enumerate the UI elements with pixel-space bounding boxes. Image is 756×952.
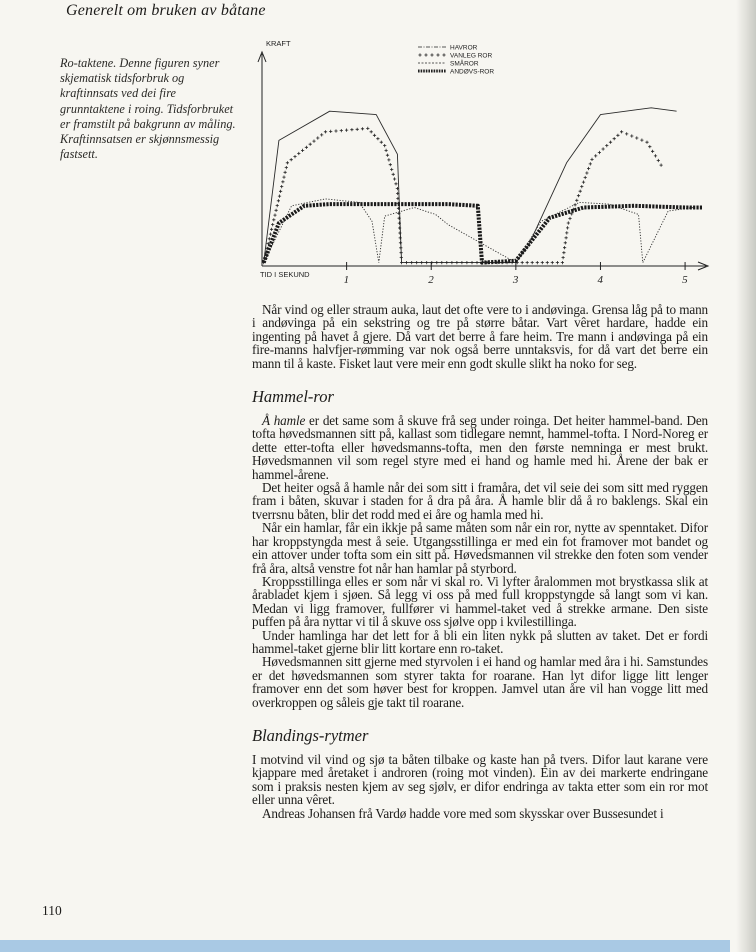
- series-marker: [580, 185, 583, 188]
- series-marker: [383, 144, 386, 147]
- x-tick-label: 1: [343, 274, 350, 286]
- legend-plus-mark: [424, 53, 427, 56]
- series-marker: [582, 181, 585, 184]
- series-marker: [345, 129, 348, 132]
- series-marker: [277, 199, 280, 202]
- series-marker: [278, 195, 281, 198]
- series-marker: [356, 128, 359, 131]
- series-marker: [275, 209, 278, 212]
- series-marker: [279, 190, 282, 193]
- series-marker: [605, 144, 608, 147]
- series-marker: [361, 127, 364, 130]
- rowing-rhythm-chart: [250, 34, 720, 294]
- series-marker: [273, 214, 276, 217]
- series-marker: [392, 173, 395, 176]
- chart-svg: [250, 34, 720, 294]
- series-line-vanleg-ror: [262, 127, 663, 264]
- series-marker: [625, 132, 628, 135]
- series-marker: [276, 204, 279, 207]
- series-marker: [286, 161, 289, 164]
- x-tick-label: 3: [512, 274, 519, 286]
- series-marker: [561, 261, 564, 264]
- series-marker: [324, 130, 327, 133]
- paragraph: Det heiter også å hamle når dei som sitt i framåra, det vil seie dei som sitt med ryggen fram i båten, skuvar i staden for å dra på åra. Å hamle blir då å ro baklengs. Skal ein tverrsnu båten, blir det rodd med ei åre og hamla med hi.: [252, 480, 708, 522]
- series-marker: [635, 136, 638, 139]
- term-a-hamle: Å hamle: [262, 413, 306, 429]
- paragraph-text: er det same som å skuve frå seg under roinga. Det heiter hammel-band. Den tofta høvedsmannen sitt på, kallast som tidlegare nemnt, hammel-tofta. I Nord-Noreg er dette etter-tofta eller høvedsmanns-tofta, men den første nemninga er mest brukt. Høvedsmannen vil som regel styre med ei hand og hamle med hi. Årene der bak er hammel-årene.: [252, 413, 708, 482]
- series-marker: [389, 163, 392, 166]
- series-marker: [268, 237, 271, 240]
- series-marker: [399, 246, 402, 249]
- paragraph: Når ein hamlar, får ein ikkje på same måten som når ein ror, nytte av spenntaket. Difor har kroppstyngda mest å seie. Utgangsstillinga er med ein fot framover mot bandet og ein attover under tofta som ein sitt på. Høvedsmannen vil strekke den foten som vender frå åra, altså venstre fot når han hamlar på styrbord.: [252, 520, 708, 576]
- series-marker: [281, 180, 284, 183]
- legend-label-havror: HAVROR: [450, 44, 478, 52]
- x-tick-label: 5: [682, 274, 688, 286]
- paragraph: I motvind vil vind og sjø ta båten tilbake og kaste han på tvers. Difor laut karane vere kjappare med åretaket i androren (roing mot vinden). Ein av dei markerte endringane som i praksis nesten kjem av seg sjølv, er difor endringa av takta etter som ein ror mot eller unna vêret.: [252, 751, 708, 808]
- series-marker: [297, 152, 300, 155]
- series-marker: [470, 261, 473, 264]
- paragraph: [252, 414, 708, 481]
- series-marker: [551, 261, 554, 264]
- x-tick-label: 4: [597, 274, 603, 286]
- figure-caption: Ro-taktene. Denne figuren syner skjematisk tidsforbruk og kraftinnsats ved dei fire grunntaktene i roing. Tidsforbruket er framstilt på bakgrunn av måling. Kraftinnsatsen er skjønnsmessig fastsett.: [60, 56, 236, 162]
- series-marker: [645, 141, 648, 144]
- series-marker: [654, 154, 657, 157]
- series-marker: [373, 134, 376, 137]
- series-marker: [541, 261, 544, 264]
- series-marker: [329, 130, 332, 133]
- series-marker: [420, 261, 423, 264]
- series-marker: [305, 146, 308, 149]
- series-marker: [562, 256, 565, 259]
- series-marker: [450, 261, 453, 264]
- legend-plus-mark: [430, 53, 433, 56]
- series-line-and-vs-ror: [264, 204, 702, 263]
- section-heading-blandings-rytmer: Blandings-rytmer: [252, 725, 369, 745]
- series-marker: [651, 150, 654, 153]
- section-heading-hammel-ror: Hammel-ror: [252, 387, 334, 407]
- series-marker: [616, 134, 619, 137]
- series-marker: [376, 137, 379, 140]
- series-marker: [385, 149, 388, 152]
- series-marker: [594, 154, 597, 157]
- series-marker: [640, 139, 643, 142]
- series-marker: [465, 261, 468, 264]
- series-marker: [285, 166, 288, 169]
- running-head: Generelt om bruken av båtane: [66, 2, 266, 19]
- series-marker: [320, 133, 323, 136]
- series-marker: [350, 128, 353, 131]
- series-marker: [455, 261, 458, 264]
- series-marker: [340, 129, 343, 132]
- legend-marker-vanleg-ror: [418, 53, 445, 56]
- series-marker: [366, 127, 369, 130]
- series-group: [262, 108, 702, 264]
- series-marker: [590, 158, 593, 161]
- series-marker: [562, 251, 565, 254]
- series-marker: [425, 261, 428, 264]
- series-marker: [577, 194, 580, 197]
- paragraph: Høvedsmannen sitt gjerne med styrvolen i ei hand og hamlar med åra i hi. Samstundes er det høvedsmannen som styrer takta for roarane. Han lyt difor ligge litt lenger framover enn det som høver best for kroppen. Jamvel utan åre vil han vogge litt med overkroppen og såleis gje takt til roarane.: [252, 654, 708, 710]
- series-marker: [430, 261, 433, 264]
- series-marker: [575, 199, 578, 202]
- series-marker: [386, 154, 389, 157]
- series-marker: [546, 261, 549, 264]
- paragraph: Under hamlinga har det lett for å bli ein liten nykk på slutten av taket. Det er fordi hammel-taket gjerne blir litt kortare enn ro-taket.: [252, 627, 708, 656]
- series-marker: [282, 176, 285, 179]
- series-marker: [400, 256, 403, 259]
- series-marker: [536, 261, 539, 264]
- page-edge-shadow: [736, 0, 756, 952]
- series-marker: [301, 149, 304, 152]
- series-marker: [620, 130, 623, 133]
- series-marker: [589, 162, 592, 165]
- series-marker: [399, 236, 402, 239]
- series-marker: [613, 137, 616, 140]
- series-marker: [271, 223, 274, 226]
- series-marker: [405, 261, 408, 264]
- series-marker: [290, 158, 293, 161]
- x-tick-label: 2: [428, 274, 434, 286]
- series-marker: [565, 236, 568, 239]
- body-text: [252, 303, 708, 820]
- legend-label-smaror: SMÅROR: [450, 60, 479, 68]
- series-marker: [598, 151, 601, 154]
- y-axis-label: KRAFT: [266, 39, 291, 48]
- series-marker: [440, 261, 443, 264]
- series-marker: [380, 141, 383, 144]
- series-marker: [334, 129, 337, 132]
- series-marker: [630, 134, 633, 137]
- series-marker: [270, 228, 273, 231]
- series-marker: [526, 261, 529, 264]
- series-marker: [309, 143, 312, 146]
- series-marker: [585, 171, 588, 174]
- legend-plus-mark: [442, 53, 445, 56]
- series-marker: [400, 251, 403, 254]
- legend-plus-mark: [418, 53, 421, 56]
- legend-plus-mark: [436, 53, 439, 56]
- series-marker: [460, 261, 463, 264]
- series-marker: [400, 261, 403, 264]
- x-axis-label: TID I SEKUND: [260, 270, 310, 279]
- series-marker: [648, 145, 651, 148]
- series-marker: [435, 261, 438, 264]
- series-marker: [556, 261, 559, 264]
- series-marker: [660, 164, 663, 167]
- series-marker: [475, 261, 478, 264]
- series-marker: [312, 140, 315, 143]
- series-marker: [399, 241, 402, 244]
- scan-background-strip: [0, 940, 730, 952]
- series-marker: [567, 221, 570, 224]
- series-marker: [565, 231, 568, 234]
- page-number: 110: [42, 903, 62, 918]
- legend-label-vanleg-ror: VANLEG ROR: [450, 52, 493, 60]
- series-marker: [564, 241, 567, 244]
- series-marker: [370, 130, 373, 133]
- series-marker: [579, 190, 582, 193]
- series-marker: [272, 218, 275, 221]
- series-marker: [387, 158, 390, 161]
- series-marker: [531, 261, 534, 264]
- legend-label-andovs-ror: ANDØVS-ROR: [450, 68, 495, 76]
- series-marker: [566, 226, 569, 229]
- series-marker: [445, 261, 448, 264]
- legend: [418, 45, 494, 76]
- series-marker: [410, 261, 413, 264]
- series-marker: [293, 155, 296, 158]
- series-marker: [584, 176, 587, 179]
- series-marker: [609, 141, 612, 144]
- paragraph: Kroppsstillinga elles er som når vi skal ro. Vi lyfter åralommen mot brystkassa slik at årabladet kjem i sjøen. Så legg vi oss på med full kroppstyngde så langt som vi kan. Medan vi ligg framover, fullfører vi hammel-taket ved å strekke armane. Den siste puffen på åra nyttar vi til å skuve oss sjølve opp i kvilestillinga.: [252, 573, 708, 630]
- series-marker: [394, 182, 397, 185]
- series-marker: [415, 261, 418, 264]
- series-marker: [393, 177, 396, 180]
- series-marker: [587, 167, 590, 170]
- paragraph: Når vind og eller straum auka, laut det ofte vere to i andøvinga. Grensa låg på to mann i andøvinga på ein sekstring og tre på større båtar. Vart vêret hardare, hadde ein ingenting på havet å gjere. Då vart det berre å fare heim. Tre mann i andøvinga på ein fire-manns halvfjer-rømming var nok også berre unntaksvis, for då vart det berre ein mann til å kaste. Fisket laut vere meir enn godt skulle slikt ha noko for seg.: [252, 302, 708, 371]
- series-marker: [269, 233, 272, 236]
- series-marker: [568, 217, 571, 220]
- series-marker: [398, 231, 401, 234]
- series-marker: [521, 261, 524, 264]
- series-marker: [602, 147, 605, 150]
- series-marker: [284, 171, 287, 174]
- series-marker: [280, 185, 283, 188]
- series-marker: [563, 246, 566, 249]
- series-marker: [316, 136, 319, 139]
- series-marker: [657, 159, 660, 162]
- paragraph: Andreas Johansen frå Vardø hadde vore med som skysskar over Bussesundet i: [262, 805, 664, 821]
- series-marker: [390, 168, 393, 171]
